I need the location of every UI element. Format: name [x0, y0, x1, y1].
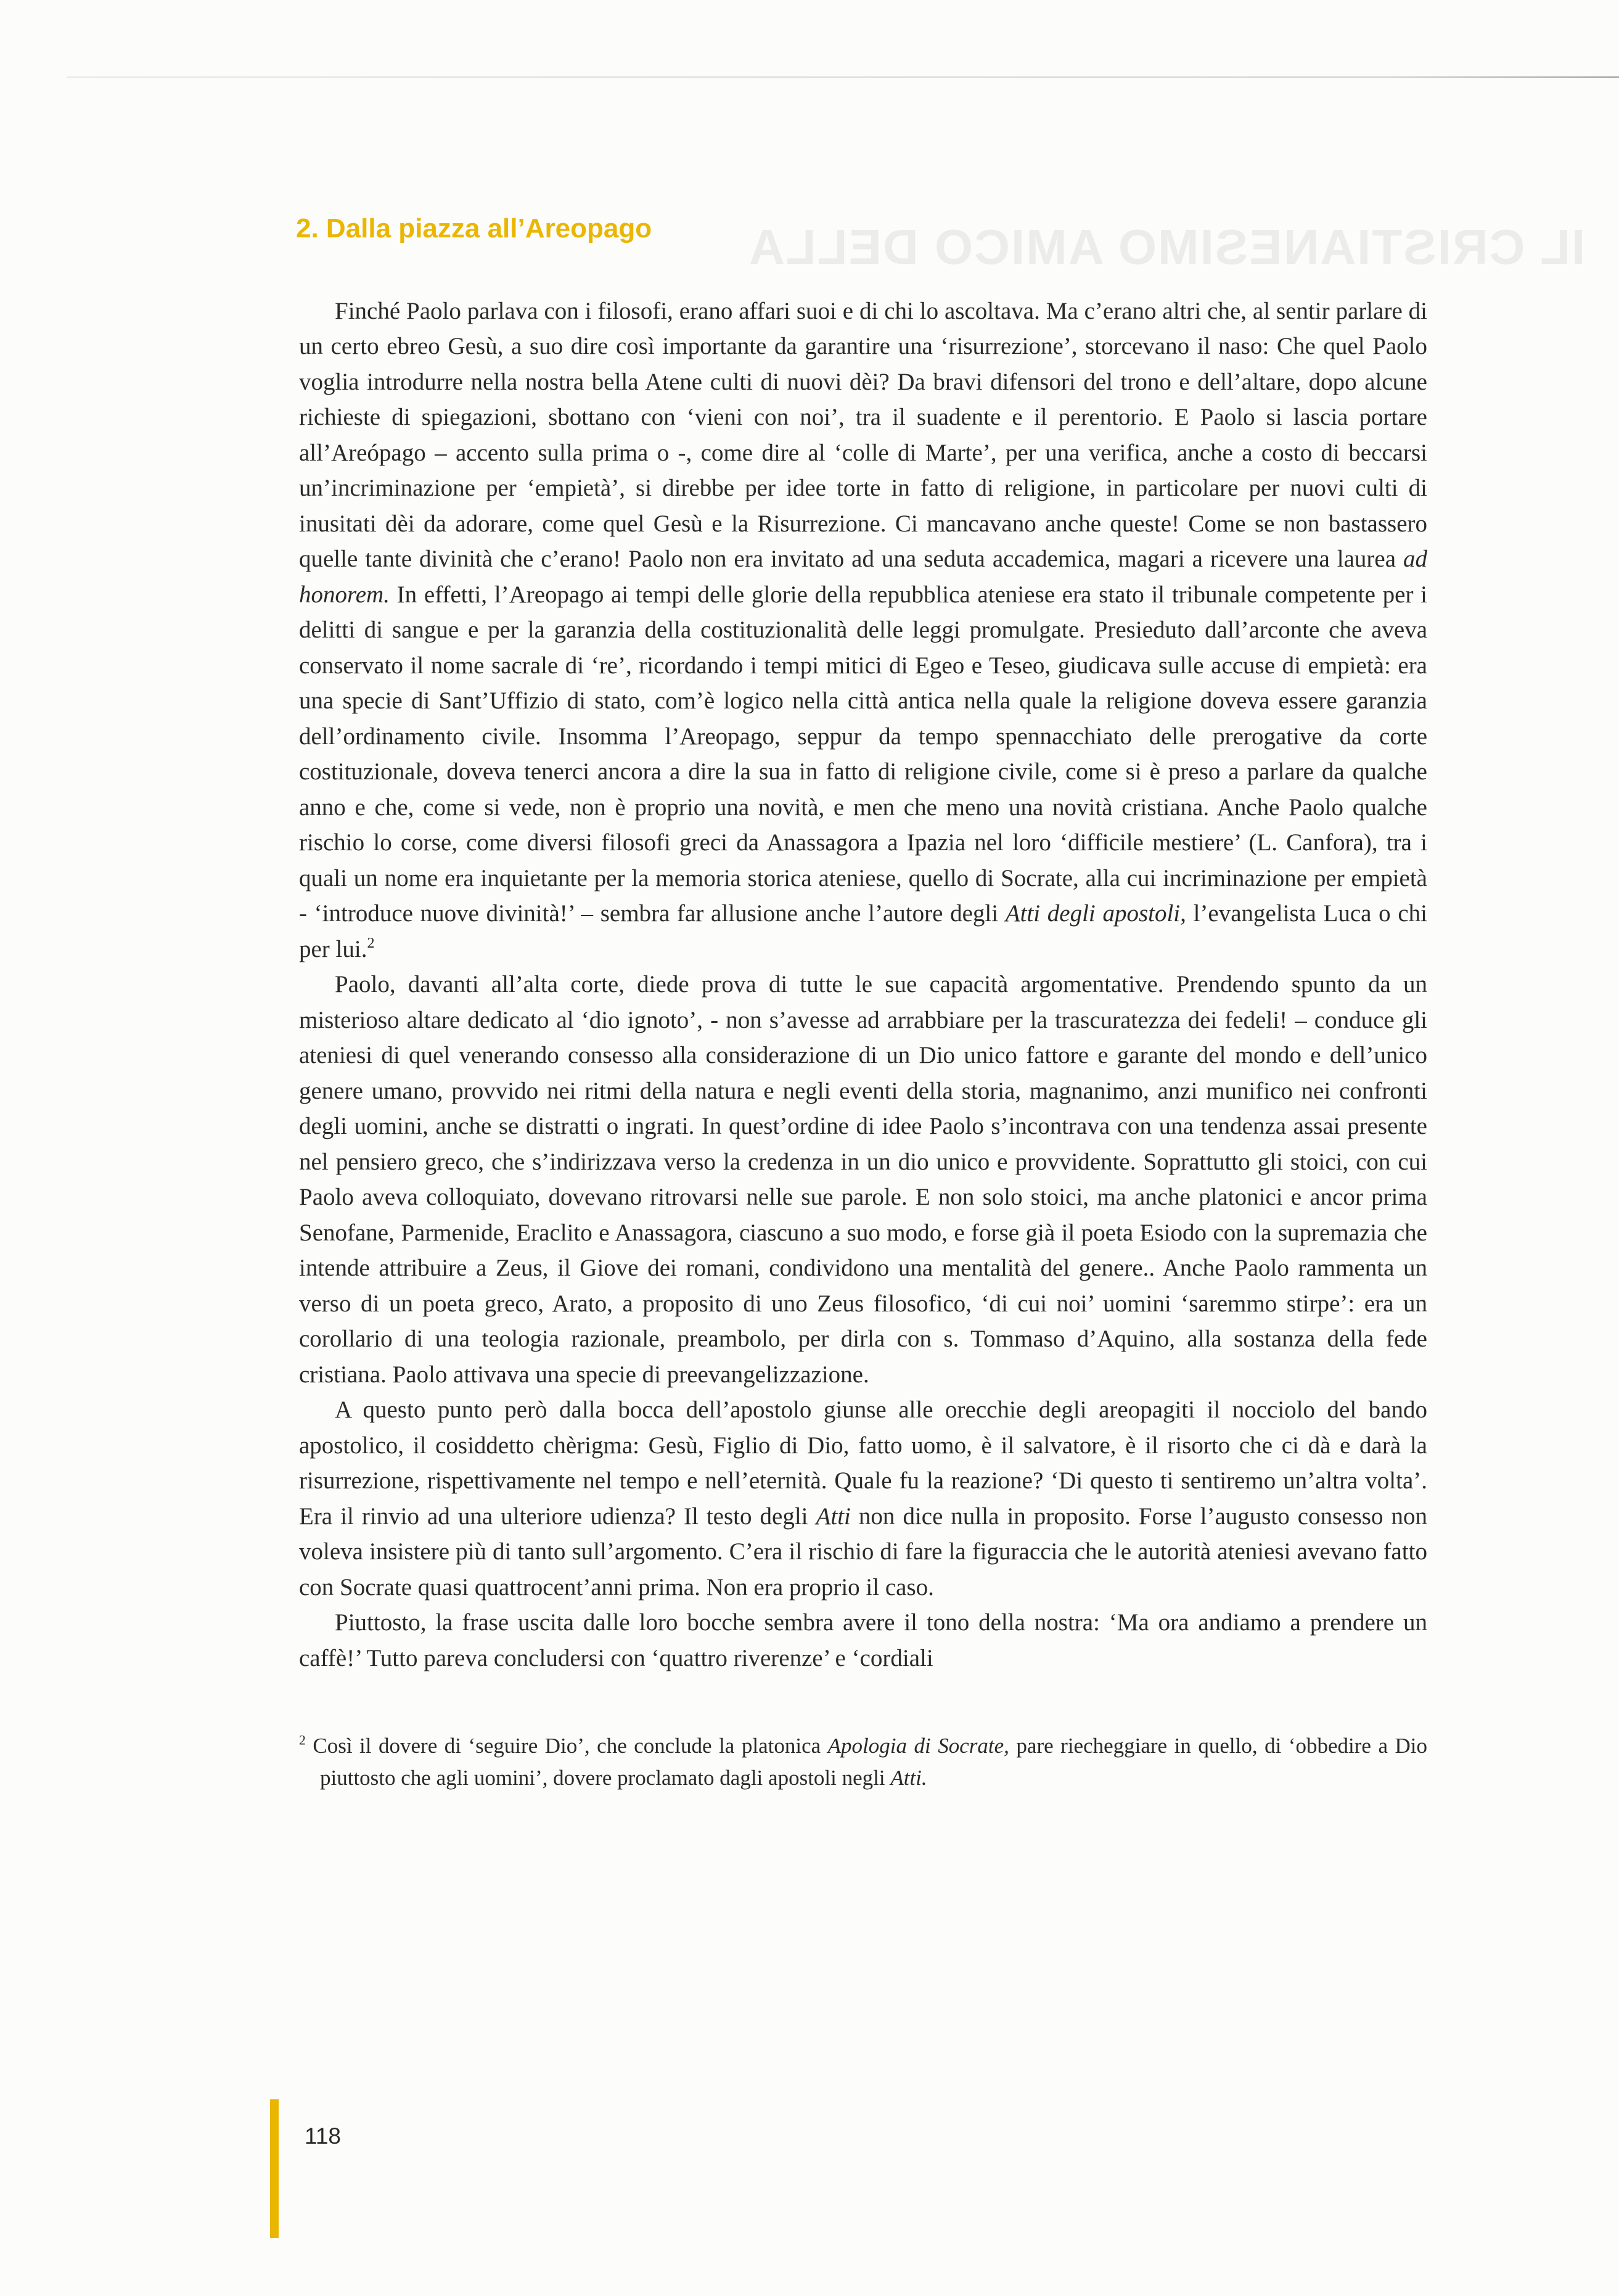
text-run: Così il dovere di ‘seguire Dio’, che conclude la platonica	[305, 1734, 828, 1758]
footnotes	[299, 1730, 1427, 1794]
text-run: pare riecheggiare in quello, di ‘obbedire a Dio piuttosto che agli uomini’, dovere proclamato dagli apostoli negli	[320, 1734, 1427, 1790]
paragraph	[299, 1392, 1427, 1605]
text-run: Paolo, davanti all’alta corte, diede prova di tutte le sue capacità argomentative. Prendendo spunto da un misterioso altare dedicato al ‘dio ignoto’, - non s’avesse ad arrabbiare per la trascuratezza dei fedeli! – conduce gli ateniesi di quel venerando consesso alla considerazione di un Dio unico fattore e garante del mondo e dell’unico genere umano, provvido nei ritmi della natura e negli eventi della storia, magnanimo, anzi munifico nei confronti degli uomini, anche se distratti o ingrati. In quest’ordine di idee Paolo s’incontrava con una tendenza assai presente nel pensiero greco, che s’indirizzava verso la credenza in un dio unico e provvidente. Soprattutto gli stoici, con cui Paolo aveva colloquiato, dovevano ritrovarsi nelle sue parole. E non solo stoici, ma anche platonici e ancor prima Senofane, Parmenide, Eraclito e Anassagora, ciascuno a suo modo, e forse già il poeta Esiodo con la supremazia che intende attribuire a Zeus, il Giove dei romani, condividono una mentalità del genere.. Anche Paolo rammenta un verso di un poeta greco, Arato, a proposito di uno Zeus filosofico, ‘di cui noi’ uomini ‘saremmo stirpe’: era un corollario di una teologia razionale, preambolo, per dirla con s. Tommaso d’Aquino, alla sostanza della fede cristiana. Paolo attivava una specie di preevangelizzazione.	[299, 971, 1427, 1388]
text-run: l’evangelista Luca o chi per lui.	[299, 900, 1427, 962]
page-number-bar	[270, 2099, 279, 2238]
text-run: In effetti, l’Areopago ai tempi delle glorie della repubblica ateniese era stato il tribunale competente per i delitti di sangue e per la garanzia della costituzionalità delle leggi promulgate. Presieduto dall’arconte che aveva conservato il nome sacrale di ‘re’, ricordando i tempi mitici di Egeo e Teseo, giudicava sulle accuse di empietà: era una specie di Sant’Uffizio di stato, com’è logico nella città antica nella quale la religione doveva essere garanzia dell’ordinamento civile. Insomma l’Areopago, seppur da tempo spennacchiato delle prerogative da corte costituzionale, doveva tenerci ancora a dire la sua in fatto di religione civile, come si è preso a parlare da qualche anno e che, come si vede, non è proprio una novità, e men che meno una novità cristiana. Anche Paolo qualche rischio lo corse, come diversi filosofi greci da Anassagora a Ipazia nel loro ‘difficile mestiere’ (L. Canfora), tra i quali un nome era inquietante per la memoria storica ateniese, quello di Socrate, alla cui incriminazione per empietà - ‘introduce nuove divinità!’ – sembra far allusione anche l’autore degli	[299, 581, 1427, 927]
text-run: non dice nulla in proposito. Forse l’augusto consesso non voleva insistere più di tanto sull’argomento. C’era il rischio di fare la figuraccia che le autorità ateniesi avevano fatto con Socrate quasi quattrocent’anni prima. Non era proprio il caso.	[299, 1503, 1427, 1601]
italic-text: Apologia di Socrate,	[827, 1734, 1009, 1758]
paragraph	[299, 967, 1427, 1392]
body-text	[299, 293, 1427, 1676]
italic-text: Atti degli apostoli,	[1005, 900, 1186, 927]
paragraph	[299, 1605, 1427, 1676]
text-run: A questo punto però dalla bocca dell’apostolo giunse alle orecchie degli areopagiti il nocciolo del bando apostolico, il cosiddetto chèrigma: Gesù, Figlio di Dio, fatto uomo, è il salvatore, è il risorto che ci dà e darà la risurrezione, rispettivamente nel tempo e nell’eternità. Quale fu la reazione? ‘Di questo ti sentiremo un’altra volta’. Era il rinvio ad una ulteriore udienza? Il testo degli	[299, 1396, 1427, 1530]
text-run: Piuttosto, la frase uscita dalle loro bocche sembra avere il tono della nostra: ‘Ma ora andiamo a prendere un caffè!’ Tutto pareva concludersi con ‘quattro riverenze’ e ‘cordiali	[299, 1609, 1427, 1671]
paragraph	[299, 293, 1427, 967]
page-number: 118	[305, 2123, 341, 2149]
italic-text: Atti	[816, 1503, 851, 1530]
bleed-through-text: IL CRISTIANESIMO AMICO DELLA	[747, 219, 1585, 274]
italic-text: Atti.	[890, 1766, 927, 1790]
footnote-marker: 2	[299, 1732, 306, 1748]
text-run: Finché Paolo parlava con i filosofi, erano affari suoi e di chi lo ascoltava. Ma c’erano altri che, al sentir parlare di un certo ebreo Gesù, a suo dire così importante da garantire una ‘risurrezione’, storcevano il naso: Che quel Paolo voglia introdurre nella nostra bella Atene culti di nuovi dèi? Da bravi difensori del trono e dell’altare, dopo alcune richieste di spiegazioni, sbottano con ‘vieni con noi’, tra il suadente e il perentorio. E Paolo si lascia portare all’Areópago – accento sulla prima o -, come dire al ‘colle di Marte’, per una verifica, anche a costo di beccarsi un’incriminazione per ‘empietà’, si direbbe per idee torte in fatto di religione, in particolare per nuovi culti di inusitati dèi da adorare, come quel Gesù e la Risurrezione. Ci mancavano anche queste! Come se non bastassero quelle tante divinità che c’erano! Paolo non era invitato ad una seduta accademica, magari a ricevere una laurea	[299, 297, 1427, 573]
scan-edge-line	[67, 76, 1619, 78]
footnote	[299, 1730, 1427, 1794]
page-content	[296, 213, 1427, 1794]
italic-text: ad honorem.	[299, 546, 1427, 608]
footnote-marker: 2	[367, 934, 375, 951]
section-title: 2. Dalla piazza all’Areopago	[296, 213, 652, 244]
